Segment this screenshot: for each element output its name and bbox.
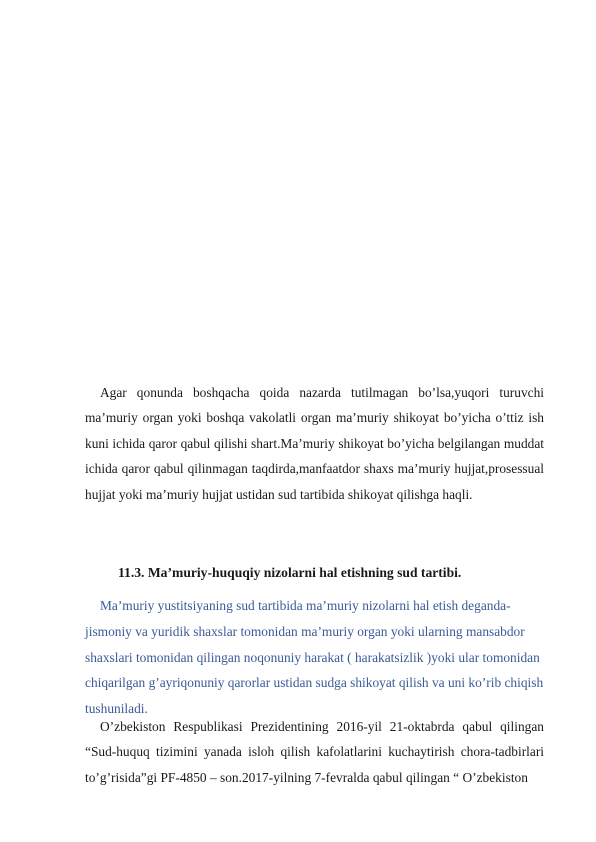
paragraph-administrative-complaint: Agar qonunda boshqacha qoida nazarda tutilmagan bo’lsa,yuqori turuvchi ma’muriy organ yoki boshqa vakolatli organ ma’muriy shikoyat bo’yicha o’ttiz ish kuni ichida qaror qabul qilishi shart.Ma’muriy shikoyat bo’yicha belgilangan muddat ichida qaror qabul qilinmagan taqdirda,manfaatdor shaxs ma’muriy hujjat,prosessual hujjat yoki ma’muriy hujjat ustidan sud tartibida shikoyat qilishga haqli. <box>85 385 544 502</box>
paragraph-judicial-procedure: Ma’muriy yustitsiyaning sud tartibida ma’muriy nizolarni hal etish deganda-jismoniy va yuridik shaxslar tomonidan ma’muriy organ yoki ularning mansabdor shaxslari tomonidan qilingan noqonuniy harakat ( harakatsizlik )yoki ular tomonidan chiqarilgan g’ayriqonuniy qarorlar ustidan sudga shikoyat qilish va uni ko’rib chiqish tushuniladi. <box>85 598 544 717</box>
section-heading: 11.3. Ma’muriy-huquqiy nizolarni hal etishning sud tartibi. <box>118 565 462 580</box>
paragraph-presidential-decree: O’zbekiston Respublikasi Prezidentining 2016-yil 21-oktabrda qabul qilingan “Sud-huquq tizimini yanada isloh qilish kafolatlarini kuchaytirish chora-tadbirlari to’g’risida”gi PF-4850 – son.2017-yilning 7-fevralda qabul qilingan “ O’zbekiston <box>85 719 544 785</box>
